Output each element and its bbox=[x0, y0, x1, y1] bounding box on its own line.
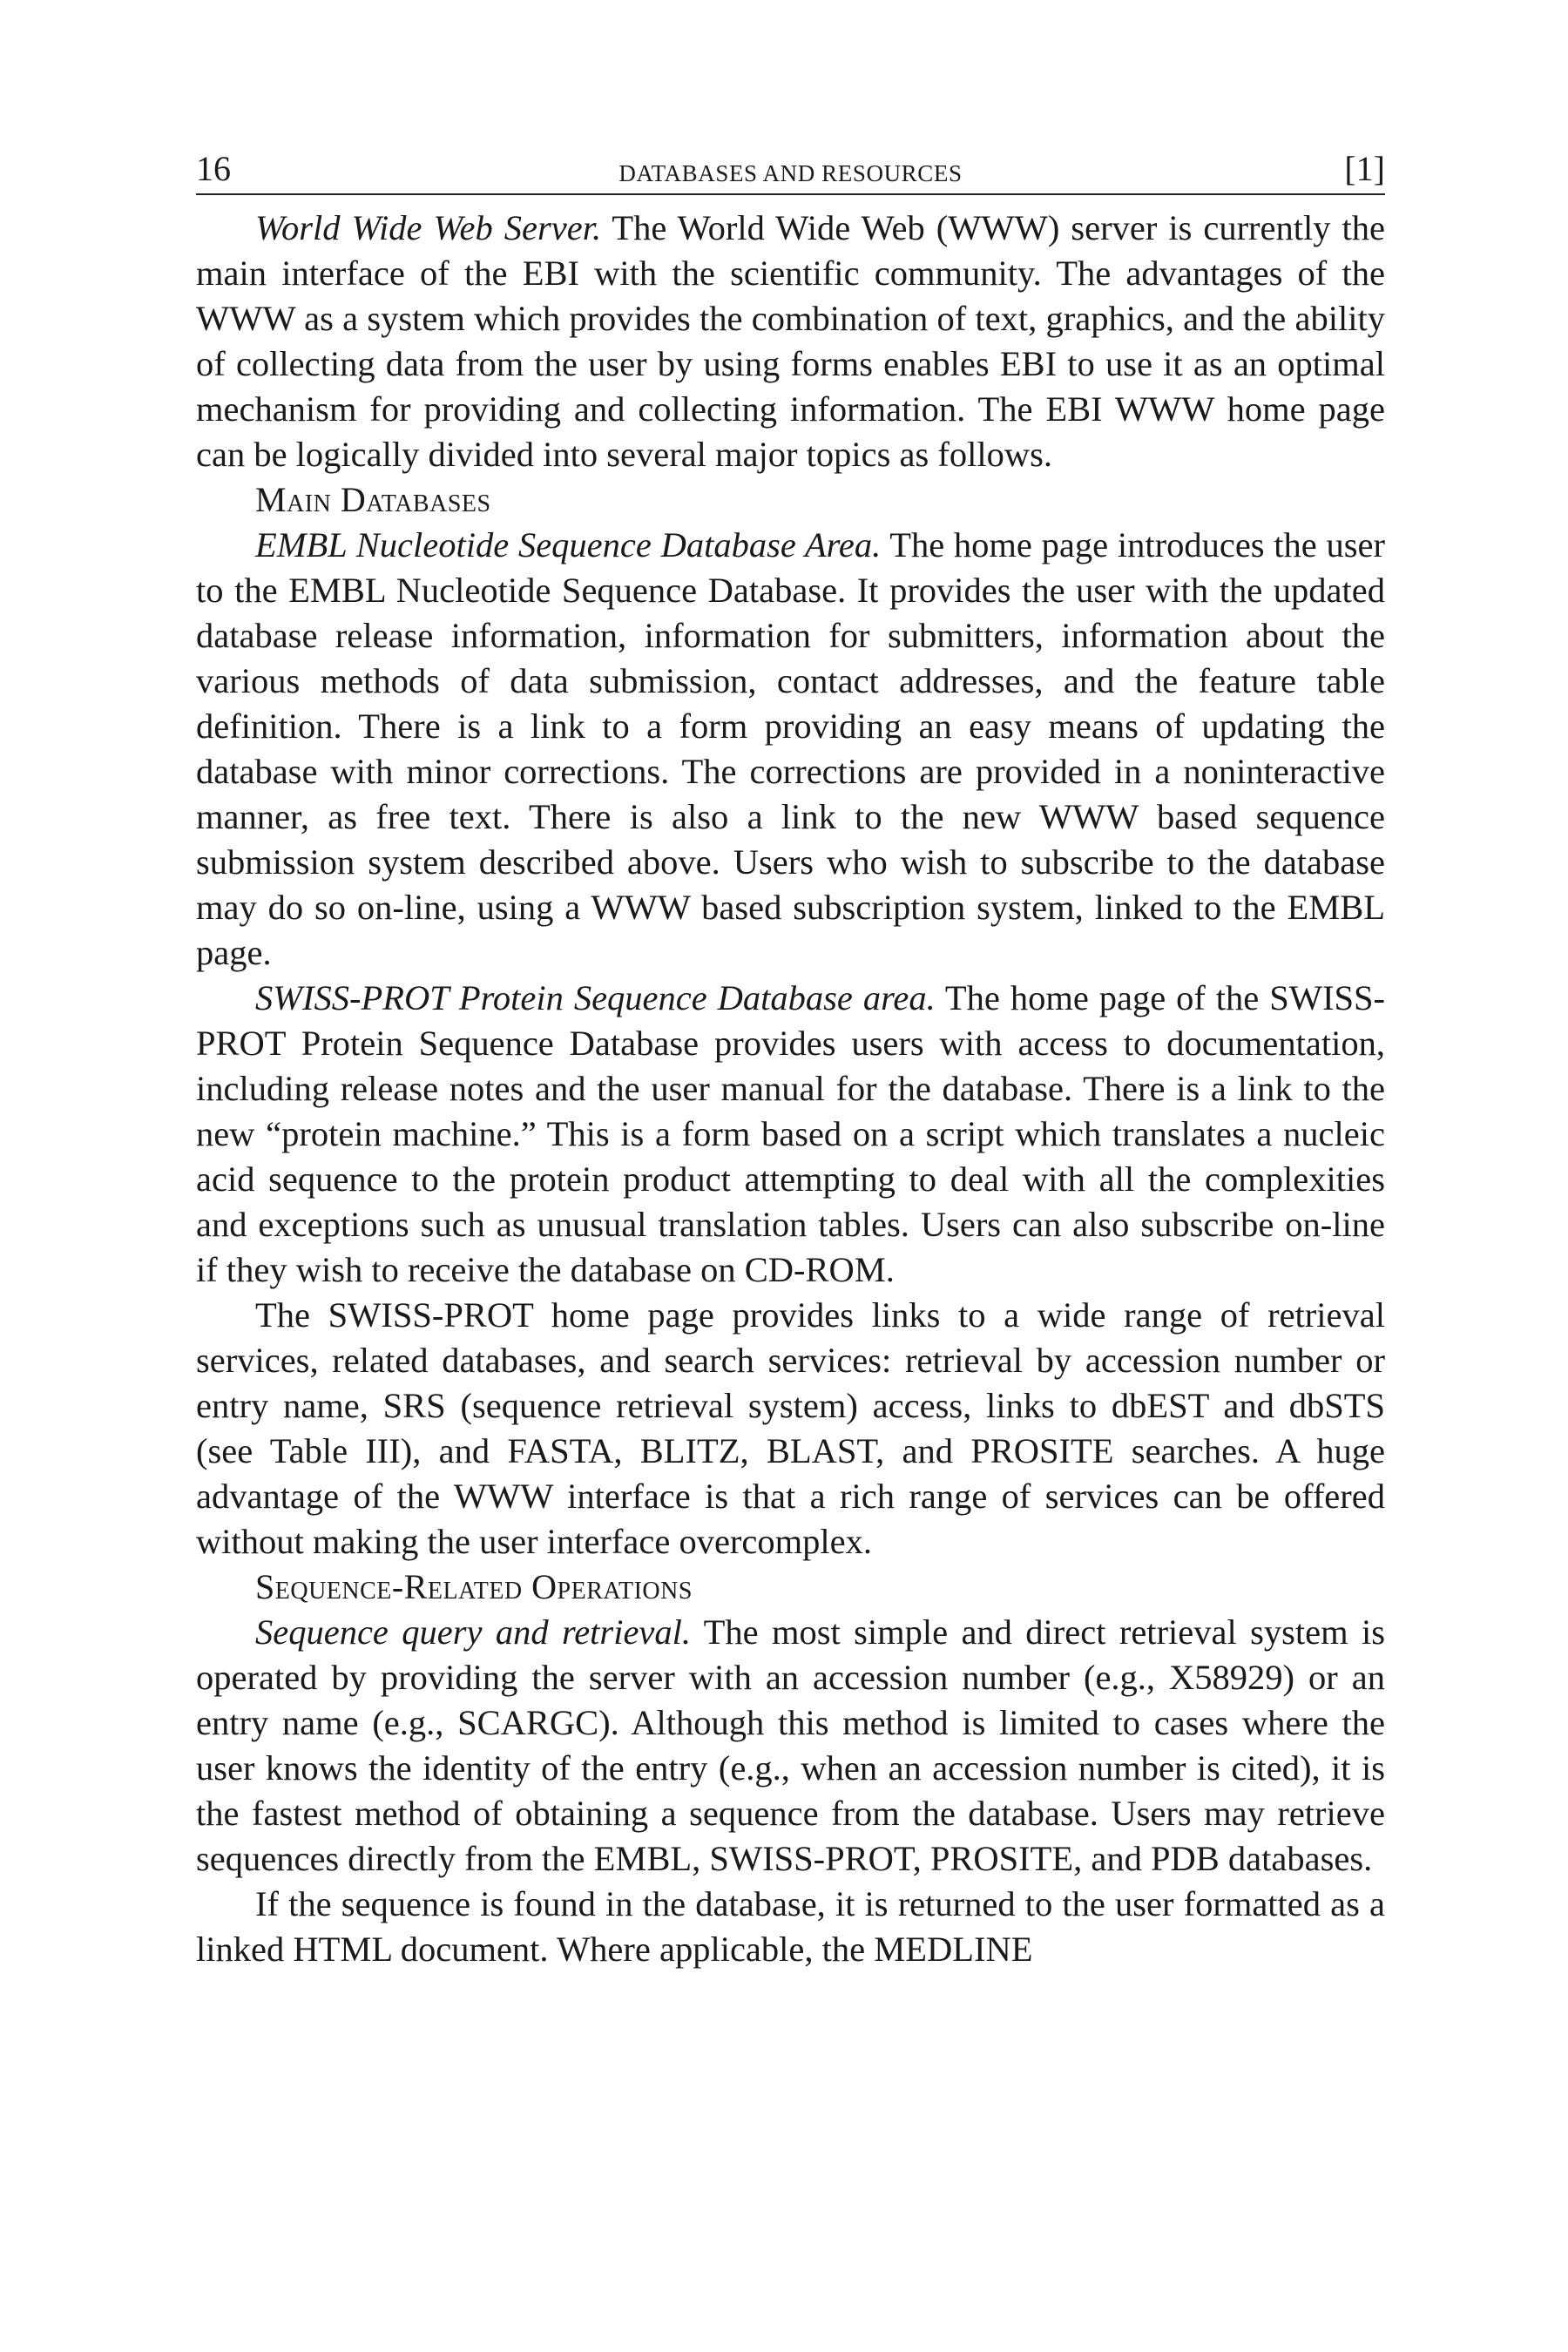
section-heading-main-databases: Main Databases bbox=[255, 480, 491, 519]
chapter-number: [1] bbox=[1344, 149, 1385, 188]
runin-heading-embl: EMBL Nucleotide Sequence Database Area. bbox=[255, 525, 882, 564]
book-page bbox=[196, 148, 1385, 1972]
paragraph-www-server bbox=[196, 206, 1385, 477]
paragraph-text: The most simple and direct retrieval system is operated by providing the server with an accession number (e.g., X58929) or an entry name (e.g., SCARGC). Although this method is limited to cases where the user knows the identity of the entry (e.g., when an accession number is cited), it is the fastest method of obtaining a sequence from the database. Users may retrieve sequences directly from the EMBL, SWISS-PROT, PROSITE, and PDB databases. bbox=[196, 1612, 1385, 1878]
paragraph-text: The home page of the SWISS-PROT Protein Sequence Database provides users with access to documentation, including release notes and the user manual for the database. There is a link to the new “protein machine.” This is a form based on a script which translates a nucleic acid sequence to the protein product attempting to deal with all the complexities and exceptions such as unusual translation tables. Users can also subscribe on-line if they wish to receive the database on CD-ROM. bbox=[196, 978, 1385, 1289]
runin-heading-swissprot: SWISS-PROT Protein Sequence Database area. bbox=[255, 978, 936, 1017]
paragraph-embl bbox=[196, 523, 1385, 976]
paragraph-text: The SWISS-PROT home page provides links to a wide range of retrieval services, related databases, and search services: retrieval by accession number or entry name, SRS (sequence retrieval system) access, links to dbEST and dbSTS (see Table III), and FASTA, BLITZ, BLAST, and PROSITE searches. A huge advantage of the WWW interface is that a rich range of services can be offered without making the user interface overcomplex. bbox=[196, 1295, 1385, 1561]
paragraph-text: The World Wide Web (WWW) server is currently the main interface of the EBI with the scientific community. The advantages of the WWW as a system which provides the combination of text, graphics, and the ability of collecting data from the user by using forms enables EBI to use it as an optimal mechanism for providing and collecting information. The EBI WWW home page can be logically divided into several major topics as follows. bbox=[196, 208, 1386, 474]
runin-heading-query-retrieval: Sequence query and retrieval. bbox=[255, 1612, 692, 1652]
paragraph-query-retrieval bbox=[196, 1610, 1385, 1882]
runin-heading-www-server: World Wide Web Server. bbox=[255, 208, 602, 247]
paragraph-text: If the sequence is found in the database, it is returned to the user formatted as a linked HTML document. Where applicable, the MEDLINE bbox=[196, 1884, 1385, 1969]
running-head bbox=[196, 148, 1385, 195]
section-heading-sequence-operations: Sequence-Related Operations bbox=[255, 1567, 693, 1606]
paragraph-swissprot-links bbox=[196, 1293, 1385, 1565]
body-text bbox=[196, 206, 1385, 1972]
paragraph-found bbox=[196, 1882, 1385, 1972]
page-number: 16 bbox=[196, 149, 231, 188]
running-head-title: DATABASES AND RESOURCES bbox=[618, 160, 963, 186]
paragraph-text: The home page introduces the user to the EMBL Nucleotide Sequence Database. It provides the user with the updated database release information, information for submitters, information about the various methods of data submission, contact addresses, and the feature table definition. There is a link to a form providing an easy means of updating the database with minor corrections. The corrections are provided in a noninteractive manner, as free text. There is also a link to the new WWW based sequence submission system described above. Users who wish to subscribe to the database may do so on-line, using a WWW based subscription system, linked to the EMBL page. bbox=[196, 525, 1385, 972]
paragraph-swissprot bbox=[196, 976, 1385, 1293]
